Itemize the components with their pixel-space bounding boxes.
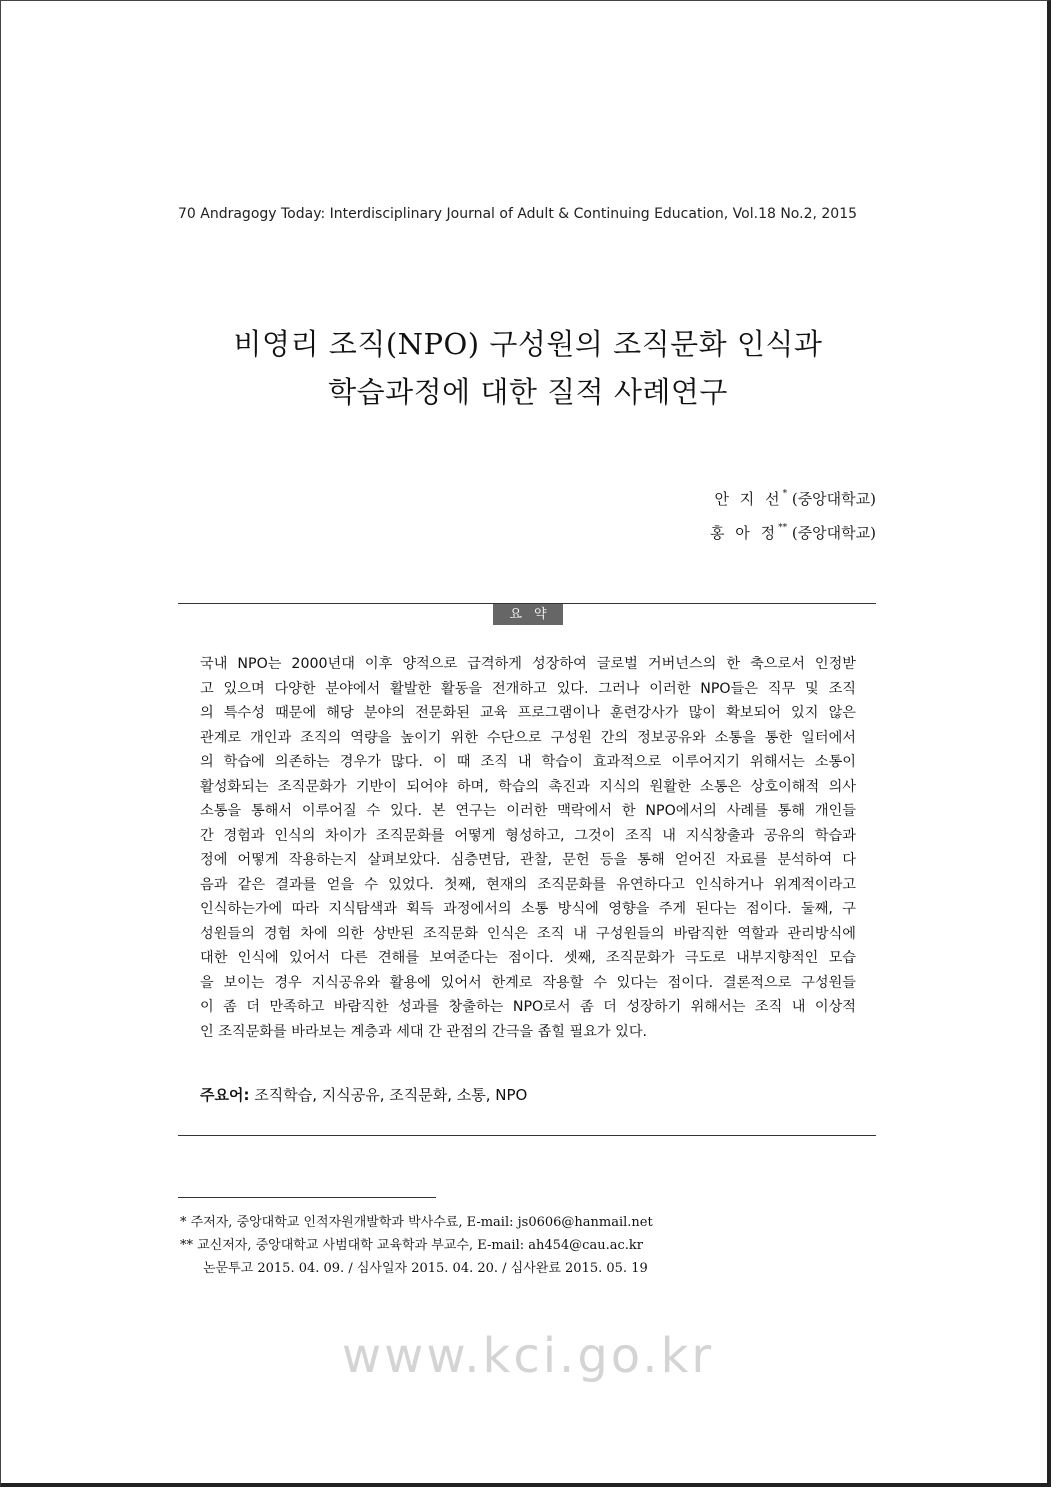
keywords-label: 주요어:: [200, 1086, 250, 1104]
footnote-dates: 논문투고 2015. 04. 09. / 심사일자 2015. 04. 20. / 심사완료 2015. 05. 19: [203, 1261, 648, 1276]
footnote-corresponding-author: ** 교신저자, 중앙대학교 사범대학 교육학과 부교수, E-mail: ah454@cau.ac.kr: [180, 1238, 643, 1253]
abstract-line: 의 학습에 의존하는 경우가 많다. 이 때 조직 내 학습이 효과적으로 이루어지기 위해서는 소통이: [200, 754, 856, 770]
abstract-line: 고 있으며 다양한 분야에서 활발한 활동을 전개하고 있다. 그러나 이러한 NPO들은 직무 및 조직: [200, 680, 856, 697]
abstract-line: 활성화되는 조직문화가 기반이 되어야 하며, 학습의 촉진과 지식의 원활한 소통은 상호이해적 의사: [200, 778, 856, 795]
footnote-rule: [178, 1197, 436, 1198]
abstract-line: 을 보이는 경우 지식공유와 활용에 있어서 한계로 작용할 수 있다는 점이다. 결론적으로 구성원들: [200, 974, 856, 991]
paper-title: [0, 320, 1056, 416]
abstract-line: 인 조직문화를 바라보는 계층과 세대 간 관점의 간극을 좁힐 필요가 있다.: [200, 1023, 648, 1040]
abstract-line: 대한 인식에 있어서 다른 견해를 보여준다는 점이다. 셋째, 조직문화가 극도로 내부지향적인 모습: [200, 950, 856, 966]
keywords-text: 조직학습, 지식공유, 조직문화, 소통, NPO: [254, 1086, 528, 1104]
running-head: 70 Andragogy Today: Interdisciplinary Journal of Adult & Continuing Education, Vol.18 No.2, 2015: [178, 206, 858, 222]
abstract-line: 성원들의 경험 차에 의한 상반된 조직문화 인식은 조직 내 구성원들의 바람직한 역할과 관리방식에: [200, 925, 856, 942]
abstract-bottom-rule: [178, 1135, 876, 1136]
abstract-line: 의 특수성 때문에 해당 분야의 전문화된 교육 프로그램이나 훈련강사가 많이 확보되어 있지 않은: [200, 705, 856, 721]
abstract-body: [200, 652, 856, 1044]
keywords: [200, 1084, 527, 1105]
abstract-line: 음과 같은 결과를 얻을 수 있었다. 첫째, 현재의 조직문화를 유연하다고 인식하거나 위계적이라고: [200, 876, 856, 893]
title-line-1: 비영리 조직(NPO) 구성원의 조직문화 인식과: [233, 327, 823, 361]
abstract-line: 국내 NPO는 2000년대 이후 양적으로 급격하게 성장하여 글로벌 거버넌스의 한 축으로서 인정받: [200, 656, 856, 672]
abstract-line: 관계로 개인과 조직의 역량을 높이기 위한 수단으로 구성원 간의 정보공유와 소통을 통한 일터에서: [200, 729, 856, 746]
author-name: 안 지 선: [714, 490, 783, 508]
author-affiliation: (중앙대학교): [791, 524, 876, 542]
abstract-line: 간 경험과 인식의 차이가 조직문화를 어떻게 형성하고, 그것이 조직 내 지식창출과 공유의 학습과: [200, 827, 856, 844]
author-block: [710, 480, 876, 548]
author-2: [710, 514, 876, 548]
author-affiliation: (중앙대학교): [791, 490, 876, 508]
abstract-line: 이 좀 더 만족하고 바람직한 성과를 창출하는 NPO로서 좀 더 성장하기 위해서는 조직 내 이상적: [200, 999, 856, 1015]
abstract-label: 요약: [493, 604, 563, 625]
footnotes: [180, 1211, 653, 1280]
author-mark: **: [778, 523, 788, 533]
title-line-2: 학습과정에 대한 질적 사례연구: [328, 375, 728, 409]
abstract-line: 인식하는가에 따라 지식탐색과 획득 과정에서의 소통 방식에 영향을 주게 된다는 점이다. 둘째, 구: [200, 901, 856, 917]
footnote-first-author: * 주저자, 중앙대학교 인적자원개발학과 박사수료, E-mail: js0606@hanmail.net: [180, 1215, 653, 1230]
abstract-line: 소통을 통해서 이루어질 수 있다. 본 연구는 이러한 맥락에서 한 NPO에서의 사례를 통해 개인들: [200, 803, 856, 819]
watermark: www.kci.go.kr: [341, 1328, 715, 1384]
author-mark: *: [782, 489, 788, 499]
author-name: 홍 아 정: [710, 524, 779, 542]
author-1: [710, 480, 876, 514]
abstract-line: 정에 어떻게 작용하는지 살펴보았다. 심층면담, 관찰, 문헌 등을 통해 얻어진 자료를 분석하여 다: [200, 852, 856, 868]
